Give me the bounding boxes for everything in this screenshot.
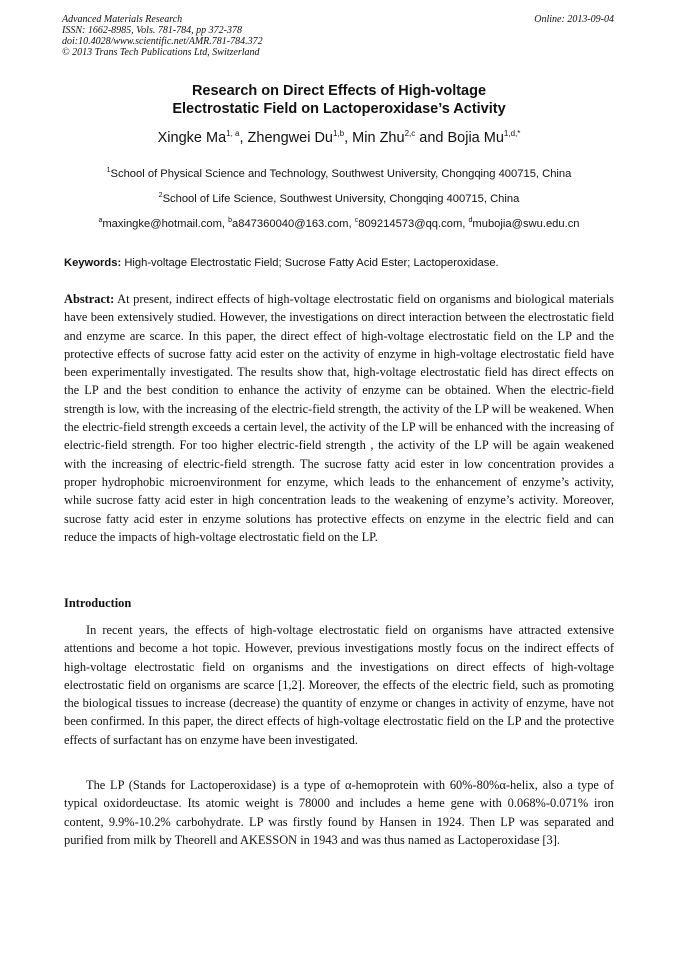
author-affiliation-mark: 1, a xyxy=(226,129,240,138)
email-address[interactable]: mubojia@swu.edu.cn xyxy=(472,218,580,230)
section-heading-introduction: Introduction xyxy=(64,596,132,610)
author-affiliation-mark: 1,d,* xyxy=(503,129,521,138)
keywords xyxy=(64,257,616,269)
paper-title xyxy=(40,82,638,118)
email-list: $^a$maxingke@hotmail.com, $^b$a847360040@163.com, $^c$809214573@qq.com, $^d$mubojia@swu.edu.cn xyxy=(98,217,580,230)
author: Bojia $Mu^{1,d,*}$ xyxy=(447,129,521,146)
author-affiliation-mark: 1,b xyxy=(332,129,345,138)
author: Xingke Ma$^{1, a}$ xyxy=(157,129,240,146)
keywords-label: Keywords: xyxy=(64,257,122,269)
affiliation-1: $^1$School of Physical Science and Technology, Southwest University, Chongqing 400715, China xyxy=(106,167,572,180)
issn-line: ISSN: 1662-8985, Vols. 781-784, pp 372-378 xyxy=(62,25,242,36)
introduction-paragraph-2: The LP (Stands for Lactoperoxidase) is a type of α-hemoprotein with 60%-80%α-helix, also a type of typical oxidordeuctase. Its atomic weight is 78000 and includes a heme gene with 0.068%-0.071% iron content, 9.9%-10.2% carbohydrate. LP was firstly found by Hansen in 1924. Then LP was separated and purified from milk by Theorell and AKESSON in 1943 and was thus named as Lactoperoxidase [3]. xyxy=(64,778,614,847)
journal-header xyxy=(62,14,614,58)
journal-name: Advanced Materials Research xyxy=(62,14,183,25)
introduction-paragraph-1: In recent years, the effects of high-voltage electrostatic field on organisms have attracted extensive attentions and become a hot topic. However, previous investigations mostly focus on the indirect effects of high-voltage electrostatic field on organisms and the investigations on direct effects of high-voltage electrostatic field on organisms are scarce [1,2]. Moreover, the effects of the electric field, such as promoting the biological tissues to increase (decrease) the quantity of enzyme or changes in activity of enzyme, have not been confirmed. In this paper, the direct effects of high-voltage electrostatic field on the LP and the protective effects of surfactant has on enzyme have been investigated. xyxy=(64,623,614,747)
title-line-1: Research on Direct Effects of High-voltage xyxy=(191,83,487,99)
email-address[interactable]: 809214573@qq.com xyxy=(358,218,463,230)
affiliation-2: $^2$School of Life Science, Southwest University, Chongqing 400715, China xyxy=(158,192,520,205)
author-list: Xingke Ma$^{1, a}$, Zhengwei Du$^{1,b}$, Min Zhu$^{2,c}$ and Bojia $Mu^{1,d,*}$ xyxy=(157,129,521,146)
keywords-text: High-voltage Electrostatic Field; Sucrose Fatty Acid Ester; Lactoperoxidase. xyxy=(124,257,499,269)
abstract-label: Abstract: xyxy=(64,292,115,306)
copyright-line: © 2013 Trans Tech Publications Ltd, Switzerland xyxy=(62,47,260,58)
abstract-text: At present, indirect effects of high-voltage electrostatic field on organisms and biological materials have been extensively studied. However, the investigations on direct interaction between the electrostatic field and enzyme are scarce. In this paper, the direct effect of high-voltage electrostatic field on the LP and the protective effects of sucrose fatty acid ester on the activity of enzyme in high-voltage electrostatic field have been experimentally investigated. The results show that, high-voltage electrostatic field has direct effects on the LP and the best condition to enhance the activity of enzyme can be obtained. When the electric-field strength is low, with the increasing of the electric-field strength, the activity of the LP will be weakened. When the electric-field strength exceeds a certain level, the activity of the LP will be enhanced with the increasing of electric-field strength. For too higher electric-field strength , the activity of the LP will be again weakened with the increasing of electric-field strength. The sucrose fatty acid ester in low concentration provides a proper hydrophobic microenvironment for enzyme, which leads to the enhancement of enzyme’s activity, while sucrose fatty acid ester in high concentration leads to the weakening of enzyme’s activity. Moreover, sucrose fatty acid ester in enzyme solutions has protective effects on enzyme in the electric field and can reduce the impacts of high-voltage electrostatic field on the LP. xyxy=(64,292,614,544)
doi-line: doi:10.4028/www.scientific.net/AMR.781-784.372 xyxy=(62,36,263,47)
email-address[interactable]: maxingke@hotmail.com xyxy=(102,218,222,230)
email-address[interactable]: a847360040@163.com xyxy=(232,218,349,230)
author: Min Zhu$^{2,c}$ xyxy=(352,129,416,146)
author-affiliation-mark: 2,c xyxy=(404,129,416,138)
title-line-2: Electrostatic Field on Lactoperoxidase’s Activity xyxy=(172,101,506,117)
abstract xyxy=(64,290,614,546)
author: Zhengwei Du$^{1,b}$ xyxy=(247,129,345,146)
online-date: Online: 2013-09-04 xyxy=(534,14,614,25)
